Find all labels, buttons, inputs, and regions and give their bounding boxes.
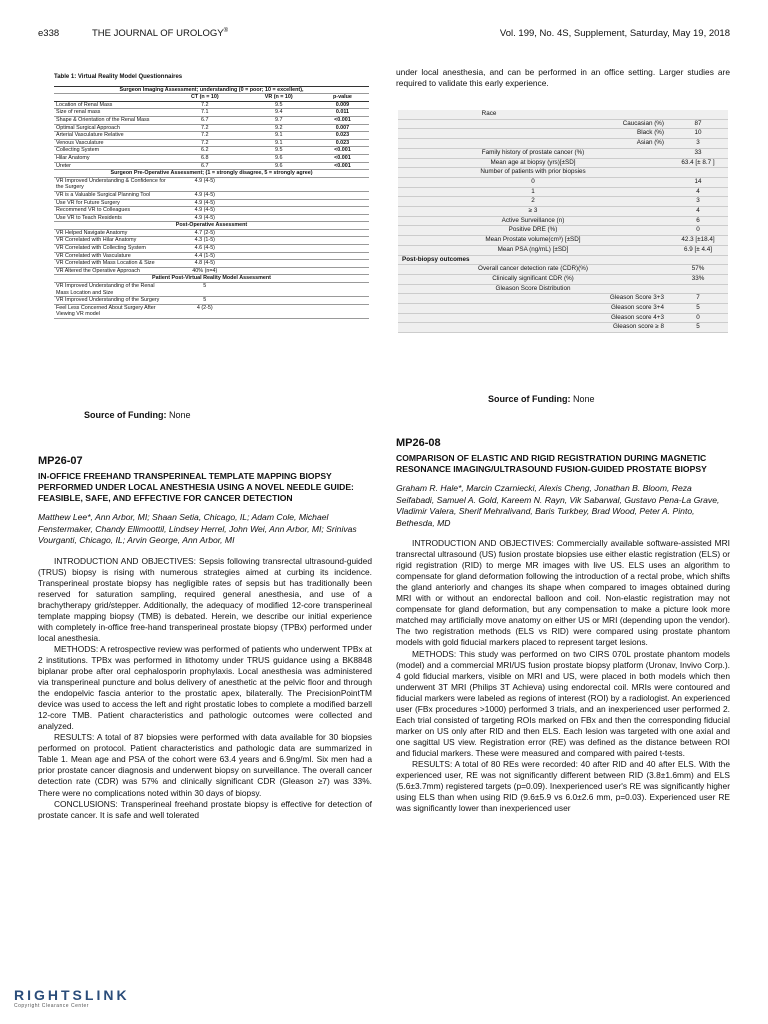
table-cell: 0.011 <box>316 109 369 117</box>
table-cell: Mean age at biopsy (yrs)[±SD] <box>398 158 668 168</box>
table-cell: Location of Renal Mass <box>54 101 168 109</box>
table-cell: Asian (%) <box>580 139 668 149</box>
table-cell: 5 <box>168 283 242 297</box>
table-row <box>54 297 369 305</box>
table-cell: 4 <box>668 187 728 197</box>
table-cell: 9.5 <box>242 101 316 109</box>
continued-text: under local anesthesia, and can be performed in an office setting. Larger studies are required to validate this early experience. <box>396 67 730 89</box>
abstract-authors: Matthew Lee*, Ann Arbor, MI; Shaan Setia, Chicago, IL; Adam Cole, Michael Fenstermaker, Chandy Ellimoottil, Lindsey Herrel, John Wei, Ann Arbor, MI; Srinivas Vourganti, Chicago, IL; Arvin George, Ann Arbor, MI <box>38 512 357 546</box>
table-cell: VR Correlated with Collecting System <box>54 245 168 253</box>
table-cell <box>54 94 168 102</box>
table-cell: Caucasian (%) <box>580 119 668 129</box>
abstract-id: MP26-08 <box>396 437 441 449</box>
paragraph: RESULTS: A total of 80 REs were recorded: 40 after RID and 40 after ELS. With the experienced user, RE was not significantly different between RID (3.8±1.6mm) and ELS (5.6±3.7mm) registered targets (p=0.09). Inexperienced user's RE was significantly higher using ELS than when using RID (9.6±5.9 vs 6.0±2.6 mm, p=0.03). Experienced user RE was significantly lower than inexperienced user <box>396 758 730 814</box>
table-cell: Ureter <box>54 162 168 170</box>
abstract-authors: Graham R. Hale*, Marcin Czarniecki, Alexis Cheng, Jonathan B. Bloom, Reza Seifabadi, Samuel A. Gold, Kareem N. Rayn, Vik Sabarwal, Gustavo Pena-La Grave, Vladimir Valera, Sherif Mehralivand, Baris Turkbey, Brad Wood, Peter A. Pinto, Bethesda, MD <box>396 483 720 528</box>
table-cell: 9.6 <box>242 162 316 170</box>
table-cell: Number of patients with prior biopsies <box>398 168 668 178</box>
table-cell: 6.8 <box>168 154 242 162</box>
table-row <box>54 229 369 237</box>
table-cell: Gleason Score Distribution <box>398 284 668 294</box>
table-row <box>54 245 369 253</box>
table-cell: CT (n = 10) <box>168 94 242 102</box>
table-cell: p-value <box>316 94 369 102</box>
table-row <box>54 154 369 162</box>
table-row <box>398 207 728 217</box>
table-row <box>54 260 369 268</box>
table-row <box>398 216 728 226</box>
table-cell: Feel Less Concerned About Surgery After Viewing VR model <box>54 304 168 318</box>
table-cell: 9.2 <box>242 124 316 132</box>
table-cell: 14 <box>668 177 728 187</box>
table-row <box>398 139 728 149</box>
table-cell: Clinically significant CDR (%) <box>398 274 668 284</box>
table-cell: Overall cancer detection rate (CDR)(%) <box>398 265 668 275</box>
table-row <box>398 304 728 314</box>
table-cell: 7.2 <box>168 132 242 140</box>
table-cell: 10 <box>668 129 728 139</box>
table-cell: Recommend VR to Colleagues <box>54 207 168 215</box>
table-cell <box>668 284 728 294</box>
table-cell: Mean PSA (ng/mL) [±SD] <box>398 245 668 255</box>
table-cell: 4.8 (4-5) <box>168 260 242 268</box>
table-cell: <0.001 <box>316 154 369 162</box>
table-cell: Shape & Orientation of the Renal Mass <box>54 116 168 124</box>
table-cell: 5 <box>168 297 242 305</box>
table-row <box>54 139 369 147</box>
table-cell: 33 <box>668 148 728 158</box>
table-cell: 4.9 (4-5) <box>168 214 242 222</box>
table-row <box>54 207 369 215</box>
table-cell: Surgeon Pre-Operative Assessment; (1 = strongly disagree, 5 = strongly agree) <box>54 170 369 178</box>
table-cell: Post-Operative Assessment <box>54 222 369 230</box>
abstract-mp26-08 <box>396 438 730 814</box>
table-row <box>54 162 369 170</box>
table-row <box>54 214 369 222</box>
table-cell: 2 <box>398 197 668 207</box>
table-cell: 6.9 [± 4.4] <box>668 245 728 255</box>
table-row <box>54 283 369 297</box>
table-cell: 33% <box>668 274 728 284</box>
table-row <box>398 177 728 187</box>
table-cell: 4.4 (1-5) <box>168 252 242 260</box>
table-row <box>398 284 728 294</box>
table-cell: 7.2 <box>168 139 242 147</box>
table-row <box>54 94 369 102</box>
table-cell: 0.023 <box>316 139 369 147</box>
table-cell: Optimal Surgical Approach <box>54 124 168 132</box>
table-cell: 4 (2-5) <box>168 304 242 318</box>
issue-info: Vol. 199, No. 4S, Supplement, Saturday, May 19, 2018 <box>499 28 730 39</box>
table-cell: Patient Post-Virtual Reality Model Assessment <box>54 275 369 283</box>
table-row <box>54 252 369 260</box>
table-cell: VR Improved Understanding & Confidence for the Surgery <box>54 177 168 191</box>
abstract-title: IN-OFFICE FREEHAND TRANSPERINEAL TEMPLATE MAPPING BIOPSY PERFORMED UNDER LOCAL ANESTHESIA USING A NOVEL NEEDLE GUIDE: FEASIBLE, SAFE, AND EFFECTIVE FOR CANCER DETECTION <box>38 471 354 504</box>
table-row <box>54 132 369 140</box>
paragraph: METHODS: This study was performed on two CIRS 070L prostate phantom models (model) and a commercial MRI/US fusion prostate biopsy platform (Uronav, Invivo Corp.). 4 gold fiducial markers, visible on MRI and US, were placed in both models which then underwent 3T MRI (Philips 3T Achieva) using endorectal coil. MRIs were contoured and fiducial markers were labeled as regions of interest (ROI) by a radiologist. An experienced user (FBx procedures >1000) performed 3 trials, and an inexperienced user performed 2. Each trial consisted of targeting ROIs marked on FBx and then the corresponding fiducial marker on US only after RID and then ELS. Each lesion was targeted with one axial and one sagittal US view. Registration error (RE) was defined as the distance between ROI and fiducial markers. These were measured and compared with paired t-tests. <box>396 648 730 758</box>
table-cell: VR Improved Understanding of the Surgery <box>54 297 168 305</box>
paragraph: INTRODUCTION AND OBJECTIVES: Commercially available software-assisted MRI transrectal ultrasound (US) fusion prostate biopsies use either elastic registration (ELS) or rigid registration (RID) to merge MR images with live US. ELS uses an algorithm to compensate for gland deformation following the introduction of a rectal probe, which shifts the gland anteriorly and changes its shape when compared to images obtained during MRI with or without an endorectal balloon and coil. Non-elastic registration may not compensate for gland deformation, but any compensation to make a picture look more matched may artificially move anatomy on either US or MRI (depending upon the vendor). The two registration methods (ELS vs RID) were compared using prostate phantom models with gold fiducial markers placed to represent target lesions. <box>396 538 730 648</box>
table-cell: Collecting System <box>54 147 168 155</box>
table-row <box>398 226 728 236</box>
table-cell: Gleason Score 3+3 <box>580 294 668 304</box>
table-cell: 42.3 [±18.4] <box>668 236 728 246</box>
table-cell: 0 <box>398 177 668 187</box>
abstract-mp26-07 <box>38 456 372 821</box>
table-cell: 57% <box>668 265 728 275</box>
table-cell: 40% (n=4) <box>168 267 242 275</box>
table-cell: 0 <box>668 313 728 323</box>
table-row <box>398 119 728 129</box>
paragraph: METHODS: A retrospective review was performed of patients who underwent TPBx at 2 institutions. TPBx was performed in lithotomy under TRUS guidance using a BK8848 biplanar probe after oral cephalosporin prophylaxis. Local anesthesia was administered via transperineal puncture and bolus delivery of anesthetic at the pelvic floor and through the endopelvic fascia anterior to the prostatic apex, bilaterally. The PrecisionPointTM device was used to access the left and right prostatic lobes to complete a modified barzell 12-core TMB. Patient characteristics and pathologic outcomes were collected and analyzed. <box>38 643 372 732</box>
table-row <box>54 191 369 199</box>
table-cell: 87 <box>668 119 728 129</box>
table-row <box>54 222 369 230</box>
journal-name: THE JOURNAL OF UROLOGY® <box>92 28 229 40</box>
table-cell: 0.009 <box>316 101 369 109</box>
table-cell: 4.3 (1-5) <box>168 237 242 245</box>
table-row <box>398 168 728 178</box>
table-cell: Mean Prostate volume(cm³) [±SD] <box>398 236 668 246</box>
table-cell: Use VR for Future Surgery <box>54 199 168 207</box>
abstract-id: MP26-07 <box>38 455 83 467</box>
table-cell: Size of renal mass <box>54 109 168 117</box>
table-cell: 3 <box>668 139 728 149</box>
table-row <box>54 86 369 94</box>
table-cell: 6.7 <box>168 116 242 124</box>
table-cell: Gleason score 4+3 <box>580 313 668 323</box>
table-cell: 4.9 (4-5) <box>168 191 242 199</box>
table-row <box>398 129 728 139</box>
table-row <box>54 267 369 275</box>
table-cell: VR Correlated with Mass Location & Size <box>54 260 168 268</box>
table-cell: <0.001 <box>316 162 369 170</box>
table-cell: 9.1 <box>242 132 316 140</box>
table-cell: ≥ 3 <box>398 207 668 217</box>
table-row <box>398 294 728 304</box>
table-row <box>398 148 728 158</box>
table-cell: Race <box>398 110 580 119</box>
table-row <box>398 274 728 284</box>
paragraph: RESULTS: A total of 87 biopsies were performed with data available for 30 biopsies performed on protocol. Patient characteristics and pathologic data are summarized in Table 1. Mean age and PSA of the cohort were 63.4 years and 6.9ng/ml. Six men had a prior prostate cancer diagnosis and underwent biopsy on surveillance. The overall cancer detection rate (CDR) was 57% and clinically significant CDR (Gleason ≥7) was 33%. There were no complications noted within 30 days of biopsy. <box>38 732 372 798</box>
table-cell: 9.4 <box>242 109 316 117</box>
page-number: e338 <box>38 28 60 39</box>
table-row <box>398 313 728 323</box>
table-cell: Surgeon Imaging Assessment; understanding (0 = poor; 10 = excellent), <box>54 86 369 94</box>
table-cell: Hilar Anatomy <box>54 154 168 162</box>
table-row <box>54 109 369 117</box>
table-cell: 9.1 <box>242 139 316 147</box>
paragraph: INTRODUCTION AND OBJECTIVES: Sepsis following transrectal ultrasound-guided (TRUS) biopsy is rising with numerous strategies aimed at curbing its incidence. Transperineal prostate biopsy has negligible rates of sepsis but has traditionally been reserved for saturation sampling, required general anesthesia, and use of a brachytherapy grid/stepper. Additionally, the adequacy of modified 12-core transperineal template mapping biopsy (TMB) is debated. Herein, we describe our initial experience with completely in-office free-hand transperineal prostate biopsy (TPBx) performed under local anesthesia. <box>38 555 372 643</box>
table-1-caption: Table 1: Virtual Reality Model Questionnaires <box>54 74 183 80</box>
table-cell: 4.7 (2-5) <box>168 229 242 237</box>
table-row <box>54 101 369 109</box>
table-cell: 7.2 <box>168 101 242 109</box>
table-cell: 0.007 <box>316 124 369 132</box>
table-cell: 7.2 <box>168 124 242 132</box>
table-cell: 6.7 <box>168 162 242 170</box>
table-cell: 6 <box>668 216 728 226</box>
table-cell: 4.9 (4-5) <box>168 177 242 191</box>
table-2 <box>398 110 728 333</box>
table-cell: VR Altered the Operative Approach <box>54 267 168 275</box>
table-cell: Gleason score ≥ 8 <box>580 323 668 333</box>
table-cell: 4.9 (4-5) <box>168 207 242 215</box>
table-row <box>54 177 369 191</box>
rightslink-logo: RIGHTSLINK Copyright Clearance Center <box>14 987 130 1009</box>
table-cell: Venous Vasculature <box>54 139 168 147</box>
table-row <box>54 116 369 124</box>
table-row <box>398 323 728 333</box>
table-cell: VR (n = 10) <box>242 94 316 102</box>
table-row <box>398 158 728 168</box>
table-cell: 4.9 (4-5) <box>168 199 242 207</box>
table-row <box>54 147 369 155</box>
table-cell: 4 <box>668 207 728 217</box>
table-cell: 7 <box>668 294 728 304</box>
table-cell: Gleason score 3+4 <box>580 304 668 314</box>
paragraph: CONCLUSIONS: Transperineal freehand prostate biopsy is effective for detection of prostate cancer. It is safe and well tolerated <box>38 798 372 820</box>
table-cell: 0.023 <box>316 132 369 140</box>
table-cell: VR Correlated with Hilar Anatomy <box>54 237 168 245</box>
table-cell: Family history of prostate cancer (%) <box>398 148 668 158</box>
table-row <box>54 170 369 178</box>
table-row <box>54 124 369 132</box>
table-row <box>398 245 728 255</box>
table-cell: Active Surveillance (n) <box>398 216 668 226</box>
table-cell: VR is a Valuable Surgical Planning Tool <box>54 191 168 199</box>
abstract-title: COMPARISON OF ELASTIC AND RIGID REGISTRATION DURING MAGNETIC RESONANCE IMAGING/ULTRASOUND FUSION-GUIDED PROSTATE BIOPSY <box>396 453 707 475</box>
table-cell: Arterial Vasculature Relative <box>54 132 168 140</box>
table-cell: 9.6 <box>242 154 316 162</box>
table-cell: 5 <box>668 304 728 314</box>
table-cell: 0 <box>668 226 728 236</box>
table-row <box>398 236 728 246</box>
table-row <box>398 197 728 207</box>
table-cell: 3 <box>668 197 728 207</box>
table-row <box>54 304 369 318</box>
table-cell: 9.7 <box>242 116 316 124</box>
table-cell: Black (%) <box>580 129 668 139</box>
funding-left: Source of Funding: None <box>84 410 191 420</box>
table-cell: 4.6 (4-5) <box>168 245 242 253</box>
table-cell: 5 <box>668 323 728 333</box>
table-cell: VR Correlated with Vasculature <box>54 252 168 260</box>
table-row <box>54 237 369 245</box>
table-cell: Use VR to Teach Residents <box>54 214 168 222</box>
table-row <box>54 275 369 283</box>
funding-right: Source of Funding: None <box>488 394 595 404</box>
table-cell: 1 <box>398 187 668 197</box>
table-cell: Positive DRE (%) <box>398 226 668 236</box>
table-row <box>398 255 728 265</box>
table-row <box>54 199 369 207</box>
table-cell: 9.5 <box>242 147 316 155</box>
table-cell: <0.001 <box>316 116 369 124</box>
table-cell: <0.001 <box>316 147 369 155</box>
table-1 <box>54 74 369 319</box>
table-row <box>398 265 728 275</box>
table-cell: 6.2 <box>168 147 242 155</box>
table-cell <box>668 168 728 178</box>
table-cell: VR Improved Understanding of the Renal Mass Location and Size <box>54 283 168 297</box>
table-cell: 7.1 <box>168 109 242 117</box>
table-cell: Post-biopsy outcomes <box>398 255 728 265</box>
table-cell: VR Helped Navigate Anatomy <box>54 229 168 237</box>
table-row <box>398 110 728 119</box>
table-row <box>398 187 728 197</box>
table-cell: 63.4 [± 8.7 ] <box>668 158 728 168</box>
